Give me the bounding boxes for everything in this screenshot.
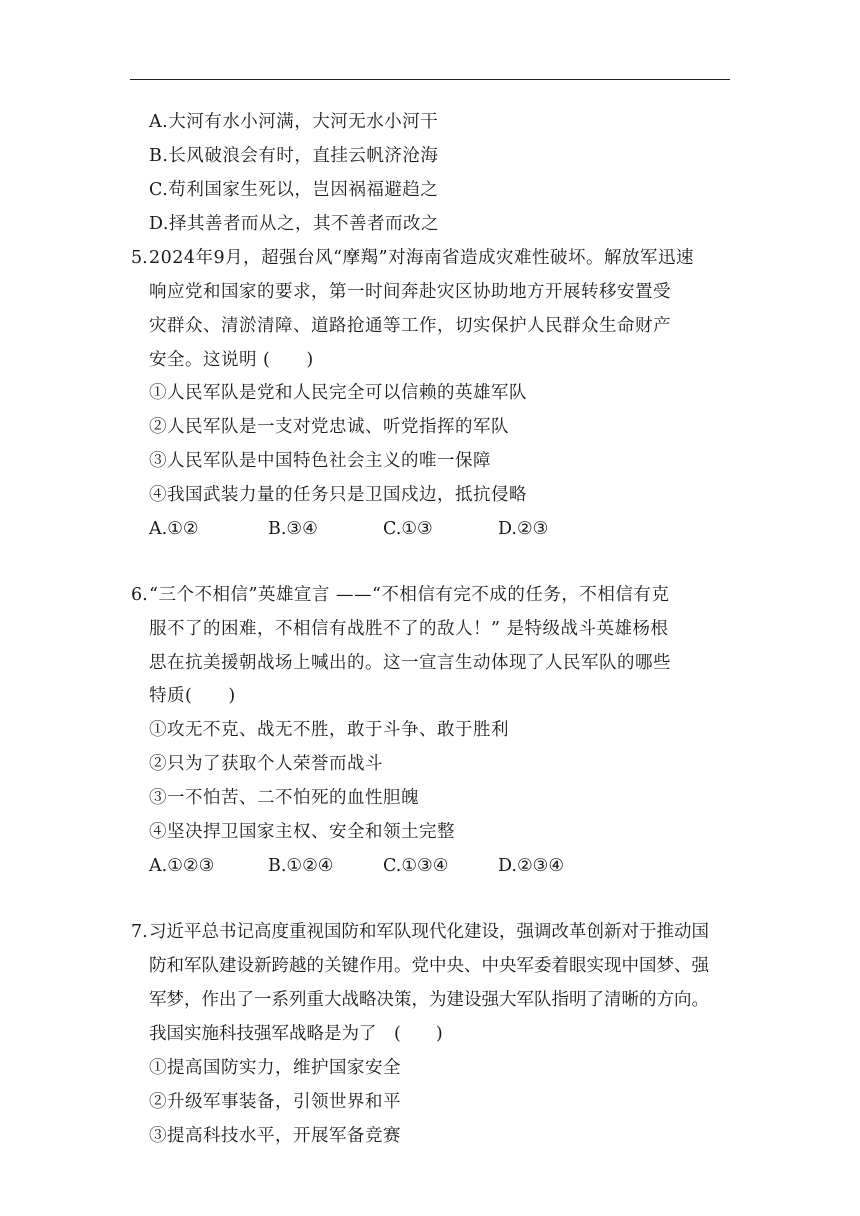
question-stem-line: “三个不相信”英雄宣言 ——“不相信有完不成的任务，不相信有克 xyxy=(149,585,670,605)
choice-a: A.①②③ xyxy=(149,856,215,876)
statement-item: ④我国武装力量的任务只是卫国戍边，抵抗侵略 xyxy=(149,485,527,505)
statement-item: ③一不怕苦、二不怕死的血性胆魄 xyxy=(149,788,419,808)
statement-item: ①人民军队是党和人民完全可以信赖的英雄军队 xyxy=(149,383,527,403)
statement-item: ①提高国防实力，维护国家安全 xyxy=(149,1058,401,1078)
question-number: 7. xyxy=(131,922,148,942)
choice-b: B.③④ xyxy=(268,519,318,539)
choice-b: B.①②④ xyxy=(268,856,334,876)
question-stem-line: 服不了的困难，不相信有战胜不了的敌人！” 是特级战斗英雄杨根 xyxy=(149,619,669,639)
statement-item: ①攻无不克、战无不胜，敢于斗争、敢于胜利 xyxy=(149,720,509,740)
choice-c: C.①③ xyxy=(383,519,433,539)
question-stem-line: 响应党和国家的要求，第一时间奔赴灾区协助地方开展转移安置受 xyxy=(149,282,671,302)
statement-item: ②只为了获取个人荣誉而战斗 xyxy=(149,754,383,774)
option-a: A.大河有水小河满，大河无水小河干 xyxy=(149,112,439,132)
question-stem-line: 防和军队建设新跨越的关键作用。党中央、中央军委着眼实现中国梦、强 xyxy=(149,956,709,976)
statement-item: ③提高科技水平，开展军备竞赛 xyxy=(149,1126,401,1146)
question-stem-line: 灾群众、清淤清障、道路抢通等工作，切实保护人民群众生命财产 xyxy=(149,316,671,336)
statement-item: ②人民军队是一支对党忠诚、听党指挥的军队 xyxy=(149,417,509,437)
question-stem-line: 思在抗美援朝战场上喊出的。这一宣言生动体现了人民军队的哪些 xyxy=(149,653,671,673)
question-stem-line: 军梦，作出了一系列重大战略决策，为建设强大军队指明了清晰的方向。 xyxy=(149,990,709,1010)
statement-item: ④坚决捍卫国家主权、安全和领土完整 xyxy=(149,822,455,842)
question-stem-line: 特质( ) xyxy=(149,686,236,706)
option-c: C.苟利国家生死以，岂因祸福避趋之 xyxy=(149,180,439,200)
choice-c: C.①③④ xyxy=(383,856,449,876)
header-rule xyxy=(130,79,730,80)
option-d: D.择其善者而从之，其不善者而改之 xyxy=(149,214,439,234)
statement-item: ③人民军队是中国特色社会主义的唯一保障 xyxy=(149,451,491,471)
question-stem-line: 习近平总书记高度重视国防和军队现代化建设，强调改革创新对于推动国 xyxy=(149,922,709,942)
question-stem-line: 2024年9月，超强台风“摩羯”对海南省造成灾难性破坏。解放军迅速 xyxy=(149,248,695,268)
question-stem-line: 我国实施科技强军战略是为了 ( ) xyxy=(149,1024,443,1044)
option-b: B.长风破浪会有时，直挂云帆济沧海 xyxy=(149,146,439,166)
choice-d: D.②③ xyxy=(498,519,549,539)
choice-d: D.②③④ xyxy=(498,856,565,876)
question-number: 6. xyxy=(131,585,148,605)
question-stem-line: 安全。这说明 ( ) xyxy=(149,350,314,370)
choice-a: A.①② xyxy=(149,519,199,539)
question-number: 5. xyxy=(131,248,148,268)
statement-item: ②升级军事装备，引领世界和平 xyxy=(149,1092,401,1112)
